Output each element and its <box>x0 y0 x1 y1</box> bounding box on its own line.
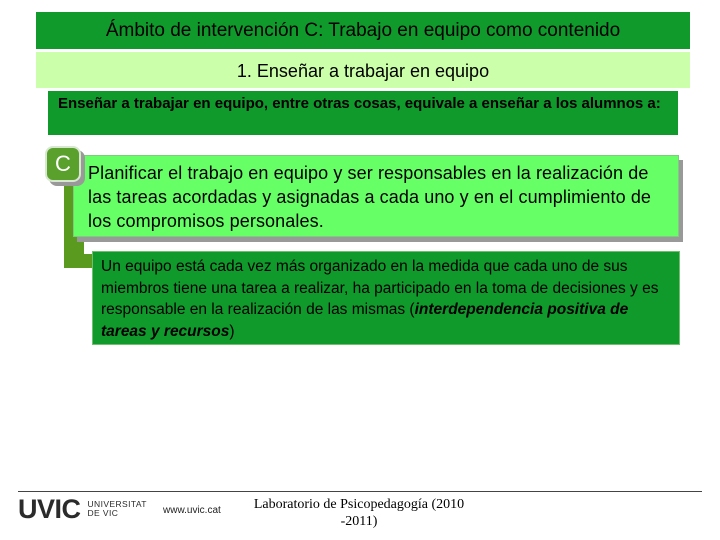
intro-text: Enseñar a trabajar en equipo, entre otras cosas, equivale a enseñar a los alumnos a: <box>48 91 678 135</box>
note-text <box>92 251 680 345</box>
main-point-text: Planificar el trabajo en equipo y ser responsables en la realización de las tareas acordadas y asignadas a cada uno y en el cumplimiento de los compromisos personales. <box>73 155 679 237</box>
lab-line1: Laboratorio de Psicopedagogía (2010 <box>253 497 465 512</box>
note-text-before: Un equipo está cada vez más organizado en la medida que cada uno de sus miembros tiene una tarea a realizar, ha participado en la toma de decisiones y es responsable en la realización de las mismas ( <box>101 258 659 318</box>
logo-sub-line1: UNIVERSITAT <box>87 499 147 509</box>
logo-subtitle <box>88 500 147 518</box>
logo-sub-line2: DE VIC <box>87 508 119 518</box>
footer-lab-credit <box>244 496 474 530</box>
logo-wordmark: UVIC <box>18 494 81 524</box>
footer-divider <box>18 491 702 492</box>
footer-url[interactable]: www.uvic.cat <box>163 505 221 516</box>
section-subtitle: 1. Enseñar a trabajar en equipo <box>36 52 690 88</box>
uvic-logo <box>18 496 147 522</box>
slide-title: Ámbito de intervención C: Trabajo en equipo como contenido <box>36 12 690 49</box>
note-text-after: ) <box>229 322 235 340</box>
item-badge: C <box>45 146 81 182</box>
note-emphasis: interdependencia positiva de tareas y recursos <box>101 301 629 340</box>
lab-line2: -2011) <box>340 514 378 529</box>
